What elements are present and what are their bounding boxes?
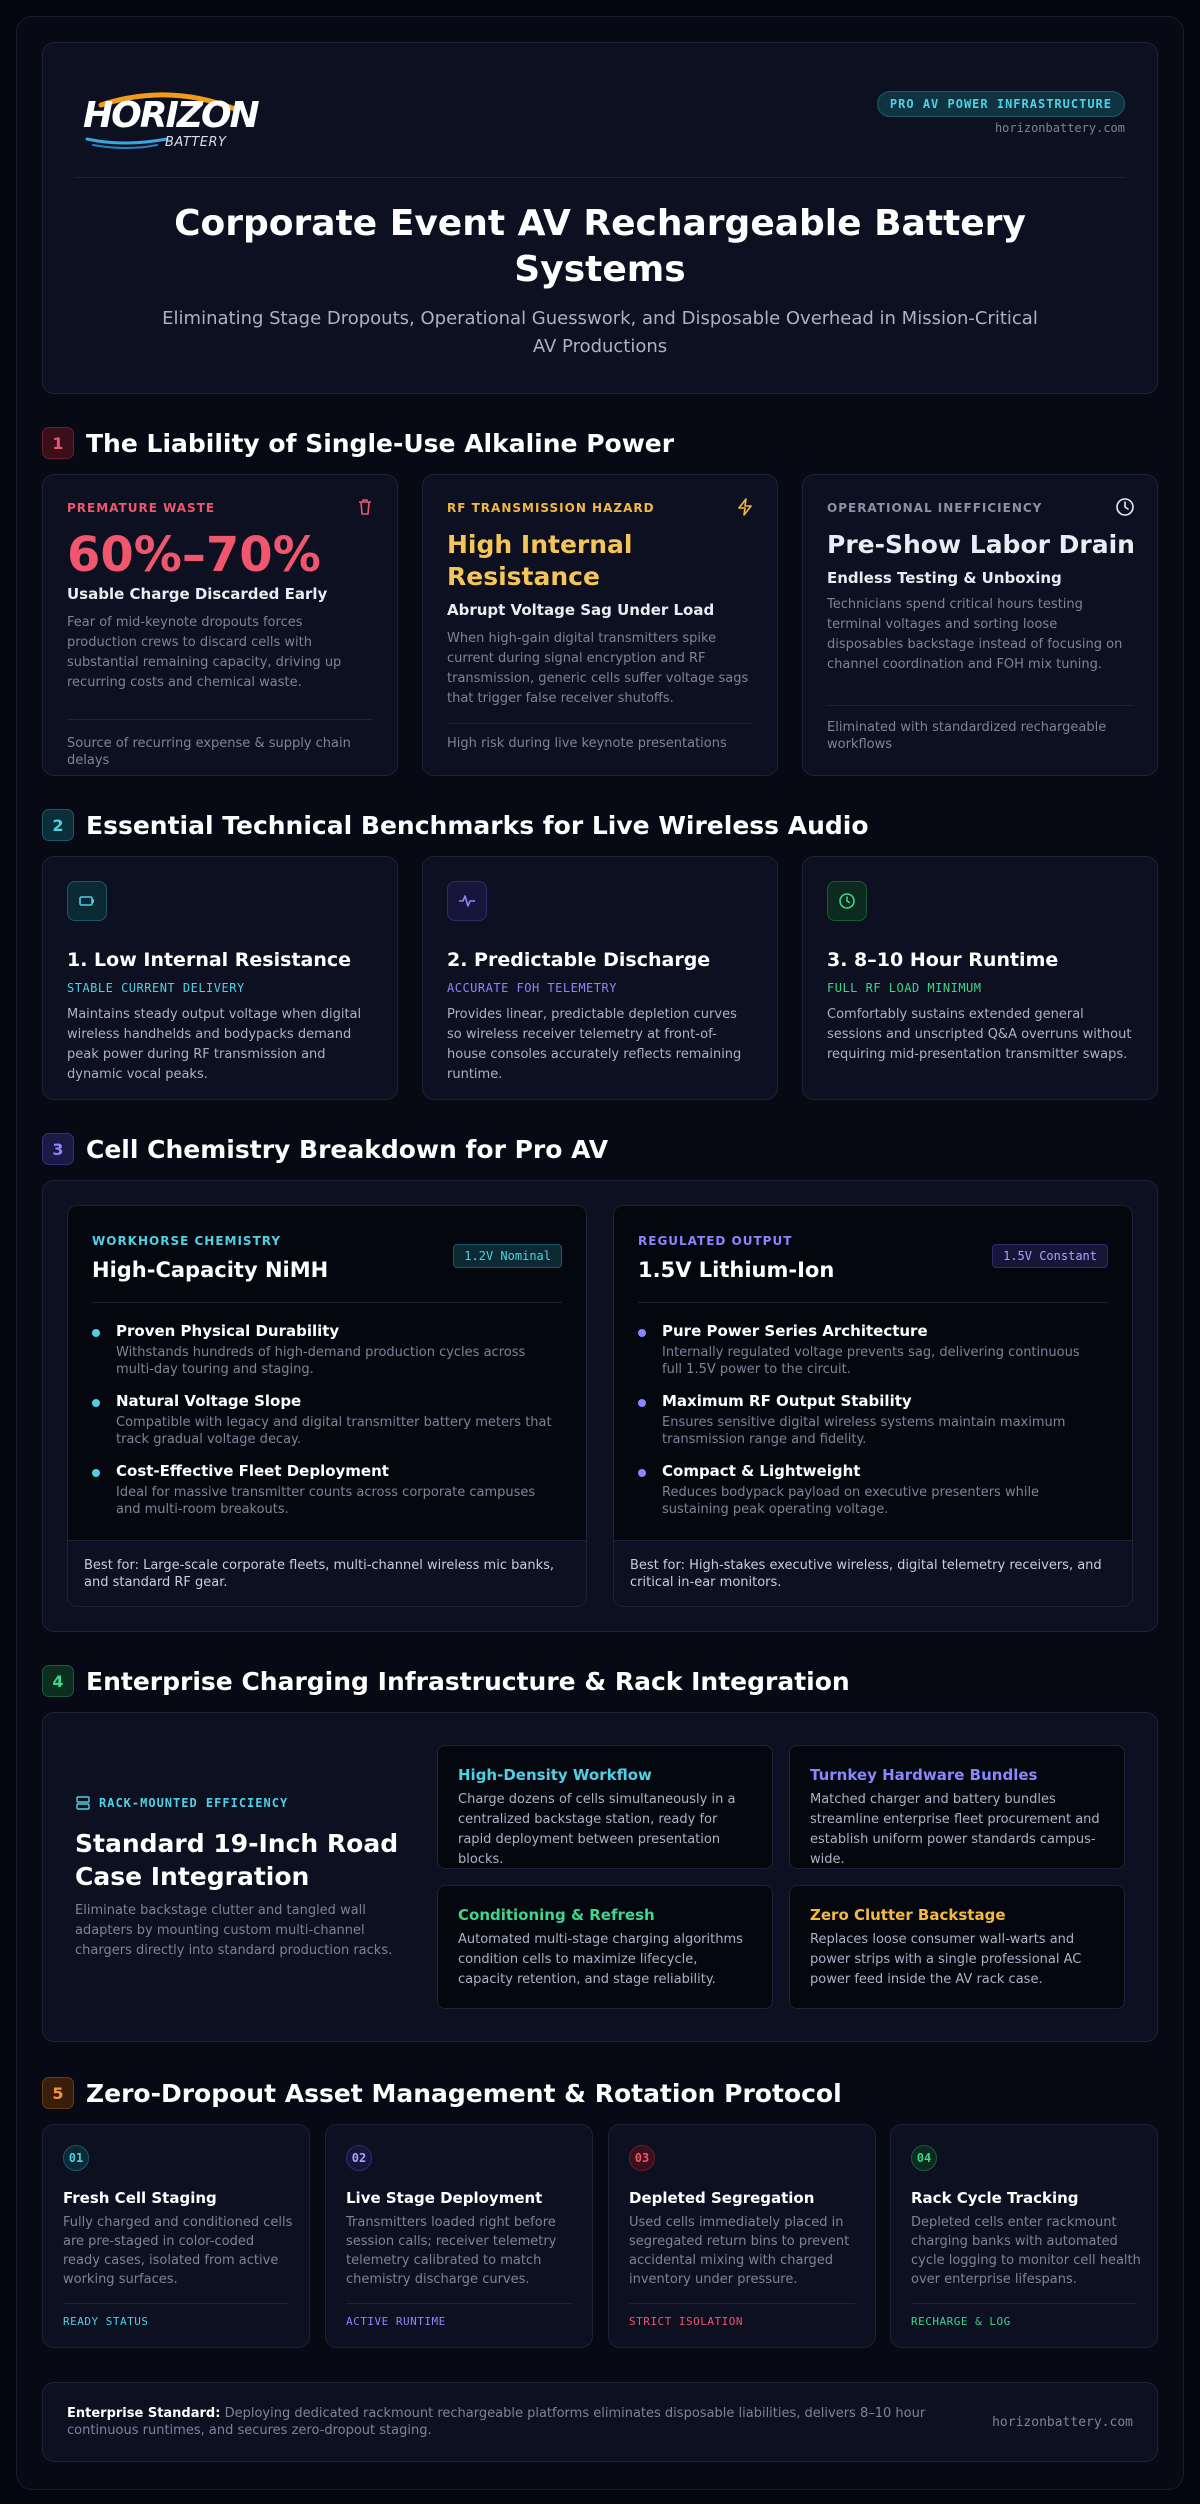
card-footnote: High risk during live keynote presentations [447, 736, 727, 751]
chemistry-voltage-badge: 1.2V Nominal [453, 1244, 562, 1268]
section-4-badge: 4 [42, 1665, 74, 1697]
feature-desc: Reduces bodypack payload on executive presenters while sustaining peak operating voltage. [662, 1485, 1040, 1517]
benchmark-card-runtime [802, 856, 1158, 1100]
page-title: Corporate Event AV Rechargeable Battery Systems [174, 203, 1026, 290]
charging-eyebrow [75, 1795, 288, 1811]
chemistry-card-lithium [613, 1205, 1133, 1607]
feature-desc: Ideal for massive transmitter counts across corporate campuses and multi-room breakouts. [116, 1485, 536, 1517]
card-eyebrow: OPERATIONAL INEFFICIENCY [827, 501, 1043, 515]
benchmark-tag: STABLE CURRENT DELIVERY [67, 981, 245, 995]
feature-title: Cost-Effective Fleet Deployment [116, 1462, 389, 1480]
charging-title: Standard 19-Inch Road Case Integration [75, 1829, 399, 1891]
section-5-heading [42, 2076, 842, 2110]
card-footnote: Eliminated with standardized rechargeable workflows [827, 720, 1107, 752]
section-2-title: Essential Technical Benchmarks for Live Wireless Audio [86, 810, 869, 840]
liability-card-labor [802, 474, 1158, 776]
benchmark-body: Provides linear, predictable depletion curves so wireless receiver telemetry at front-of-house consoles accurately reflects remaining runtime. [447, 1007, 742, 1082]
clock-icon [827, 881, 867, 921]
page-subtitle: Eliminating Stage Dropouts, Operational Guesswork, and Disposable Overhead in Mission-Critical AV Productions [162, 308, 1038, 357]
step-title: Fresh Cell Staging [63, 2189, 217, 2207]
card-divider [447, 723, 753, 724]
bullet-dot-icon [92, 1329, 100, 1337]
benchmark-body: Comfortably sustains extended general sessions and unscripted Q&A overruns without requiring mid-presentation transmitter swaps. [827, 1007, 1132, 1062]
section-1-heading [42, 426, 674, 460]
chemistry-divider [92, 1302, 562, 1303]
section-3-heading [42, 1132, 608, 1166]
card-eyebrow: PREMATURE WASTE [67, 501, 216, 515]
footer-site[interactable]: horizonbattery.com [992, 2415, 1133, 2430]
card-body: When high-gain digital transmitters spike current during signal encryption and RF transmission, generic cells suffer voltage sags that trigger false receiver shutoffs. [447, 631, 749, 706]
chemistry-panel [42, 1180, 1158, 1632]
feature-title: Pure Power Series Architecture [662, 1322, 928, 1340]
header-pill: PRO AV POWER INFRASTRUCTURE [877, 91, 1125, 117]
card-subtitle: Endless Testing & Unboxing [827, 569, 1062, 587]
battery-icon [67, 881, 107, 921]
chemistry-title: 1.5V Lithium-Ion [638, 1258, 835, 1282]
feature-title: Maximum RF Output Stability [662, 1392, 912, 1410]
card-body: Technicians spend critical hours testing terminal voltages and sorting loose disposables backstage instead of focusing on channel coordination and FOH mix tuning. [827, 597, 1123, 672]
liability-card-rf [422, 474, 778, 776]
feature-title: Proven Physical Durability [116, 1322, 340, 1340]
footer-statement [67, 2405, 967, 2439]
section-5-badge: 5 [42, 2077, 74, 2109]
charging-body: Eliminate backstage clutter and tangled wall adapters by mounting custom multi-channel chargers directly into standard production racks. [75, 1903, 393, 1958]
step-tag: STRICT ISOLATION [629, 2315, 743, 2328]
footer-text: Deploying dedicated rackmount rechargeable platforms eliminates disposable liabilities, delivers 8–10 hour continuous runtimes, and secures zero-dropout staging. [67, 2406, 926, 2438]
footer-label: Enterprise Standard: [67, 2406, 221, 2421]
step-title: Rack Cycle Tracking [911, 2189, 1079, 2207]
card-body: Fear of mid-keynote dropouts forces production crews to discard cells with substantial remaining capacity, driving up recurring costs and chemical waste. [67, 615, 342, 690]
protocol-step-tracking [890, 2124, 1158, 2348]
charging-feature-title: Conditioning & Refresh [458, 1906, 655, 1924]
section-4-title: Enterprise Charging Infrastructure & Rack Integration [86, 1666, 850, 1696]
chemistry-divider [638, 1302, 1108, 1303]
step-title: Live Stage Deployment [346, 2189, 543, 2207]
step-number: 03 [629, 2145, 655, 2171]
card-subtitle: Usable Charge Discarded Early [67, 585, 328, 603]
card-divider [67, 719, 373, 720]
charging-feature-title: Zero Clutter Backstage [810, 1906, 1006, 1924]
card-subtitle: Abrupt Voltage Sag Under Load [447, 601, 715, 619]
horizon-logo [83, 81, 258, 151]
charging-feature-bundles [789, 1745, 1125, 1869]
bullet-dot-icon [92, 1399, 100, 1407]
benchmark-title: 3. 8–10 Hour Runtime [827, 949, 1059, 971]
chemistry-best-for: Best for: Large-scale corporate fleets, multi-channel wireless mic banks, and standard RF gear. [68, 1540, 586, 1606]
bullet-dot-icon [92, 1469, 100, 1477]
bullet-dot-icon [638, 1469, 646, 1477]
section-3-title: Cell Chemistry Breakdown for Pro AV [86, 1134, 609, 1164]
benchmark-card-resistance [42, 856, 398, 1100]
server-rack-icon [75, 1795, 91, 1811]
section-3-badge: 3 [42, 1133, 74, 1165]
feature-desc: Internally regulated voltage prevents sag, delivering continuous full 1.5V power to the circuit. [662, 1345, 1080, 1377]
logo-word: HORIZON [83, 95, 258, 136]
liability-card-waste [42, 474, 398, 776]
protocol-step-staging [42, 2124, 310, 2348]
benchmark-tag: ACCURATE FOH TELEMETRY [447, 981, 617, 995]
step-body: Transmitters loaded right before session calls; receiver telemetry telemetry calibrated to match chemistry discharge curves. [346, 2215, 557, 2287]
charging-panel [42, 1712, 1158, 2042]
step-divider [63, 2303, 289, 2304]
chemistry-eyebrow: REGULATED OUTPUT [638, 1234, 793, 1248]
step-divider [346, 2303, 572, 2304]
section-4-heading [42, 1664, 850, 1698]
charging-feature-title: Turnkey Hardware Bundles [810, 1766, 1038, 1784]
feature-title: Compact & Lightweight [662, 1462, 861, 1480]
step-body: Fully charged and conditioned cells are pre-staged in color-coded ready cases, isolated from active working surfaces. [63, 2215, 293, 2287]
logo-sub: BATTERY [165, 135, 227, 150]
step-body: Used cells immediately placed in segregated return bins to prevent accidental mixing with charged inventory under pressure. [629, 2215, 850, 2287]
step-title: Depleted Segregation [629, 2189, 815, 2207]
section-1-title: The Liability of Single-Use Alkaline Power [86, 428, 675, 458]
footer-banner [42, 2382, 1158, 2462]
charging-feature-desc: Charge dozens of cells simultaneously in a centralized backstage station, ready for rapid deployment between presentation blocks. [458, 1792, 736, 1867]
chemistry-eyebrow: WORKHORSE CHEMISTRY [92, 1234, 282, 1248]
charging-feature-conditioning [437, 1885, 773, 2009]
step-divider [629, 2303, 855, 2304]
charging-feature-desc: Replaces loose consumer wall-warts and power strips with a single professional AC power feed inside the AV rack case. [810, 1932, 1082, 1987]
benchmark-card-discharge [422, 856, 778, 1100]
chemistry-best-for: Best for: High-stakes executive wireless, digital telemetry receivers, and critical in-ear monitors. [614, 1540, 1132, 1606]
charging-feature-title: High-Density Workflow [458, 1766, 652, 1784]
feature-desc: Compatible with legacy and digital transmitter battery meters that track gradual voltage decay. [116, 1415, 552, 1447]
header-divider [75, 177, 1125, 178]
card-footnote: Source of recurring expense & supply chain delays [67, 736, 351, 768]
benchmark-title: 1. Low Internal Resistance [67, 949, 352, 971]
card-stat: 60%–70% [67, 527, 321, 583]
card-stat: Pre-Show Labor Drain [827, 530, 1135, 559]
step-number: 01 [63, 2145, 89, 2171]
charging-feature-desc: Matched charger and battery bundles streamline enterprise fleet procurement and establish uniform power standards campus-wide. [810, 1792, 1100, 1867]
step-number: 04 [911, 2145, 937, 2171]
protocol-step-deployment [325, 2124, 593, 2348]
card-eyebrow: RF TRANSMISSION HAZARD [447, 501, 655, 515]
bullet-dot-icon [638, 1399, 646, 1407]
pulse-icon [447, 881, 487, 921]
step-number: 02 [346, 2145, 372, 2171]
card-stat: High Internal Resistance [447, 530, 633, 591]
step-tag: RECHARGE & LOG [911, 2315, 1011, 2328]
trash-icon [355, 497, 375, 517]
section-2-badge: 2 [42, 809, 74, 841]
charging-feature-clutter [789, 1885, 1125, 2009]
step-body: Depleted cells enter rackmount charging banks with automated cycle logging to monitor cell health over enterprise lifespans. [911, 2215, 1141, 2287]
charging-eyebrow-label: RACK-MOUNTED EFFICIENCY [99, 1796, 289, 1810]
feature-title: Natural Voltage Slope [116, 1392, 302, 1410]
feature-desc: Withstands hundreds of high-demand production cycles across multi-day touring and staging. [116, 1345, 526, 1377]
chemistry-voltage-badge: 1.5V Constant [992, 1244, 1108, 1268]
protocol-step-segregation [608, 2124, 876, 2348]
charging-feature-density [437, 1745, 773, 1869]
section-1-badge: 1 [42, 427, 74, 459]
clock-icon [1115, 497, 1135, 517]
chemistry-card-nimh [67, 1205, 587, 1607]
feature-desc: Ensures sensitive digital wireless systems maintain maximum transmission range and fidelity. [662, 1415, 1066, 1447]
section-2-heading [42, 808, 869, 842]
charging-feature-desc: Automated multi-stage charging algorithms condition cells to maximize lifecycle, capacity retention, and stage reliability. [458, 1932, 743, 1987]
section-5-title: Zero-Dropout Asset Management & Rotation Protocol [86, 2078, 842, 2108]
benchmark-body: Maintains steady output voltage when digital wireless handhelds and bodypacks demand peak power during RF transmission and dynamic vocal peaks. [67, 1007, 362, 1082]
step-tag: READY STATUS [63, 2315, 149, 2328]
chemistry-title: High-Capacity NiMH [92, 1258, 329, 1282]
header-site[interactable]: horizonbattery.com [994, 121, 1125, 135]
lightning-icon [735, 497, 755, 517]
benchmark-tag: FULL RF LOAD MINIMUM [827, 981, 982, 995]
step-tag: ACTIVE RUNTIME [346, 2315, 446, 2328]
bullet-dot-icon [638, 1329, 646, 1337]
benchmark-title: 2. Predictable Discharge [447, 949, 711, 971]
step-divider [911, 2303, 1137, 2304]
hero-header [42, 42, 1158, 394]
card-divider [827, 705, 1133, 706]
